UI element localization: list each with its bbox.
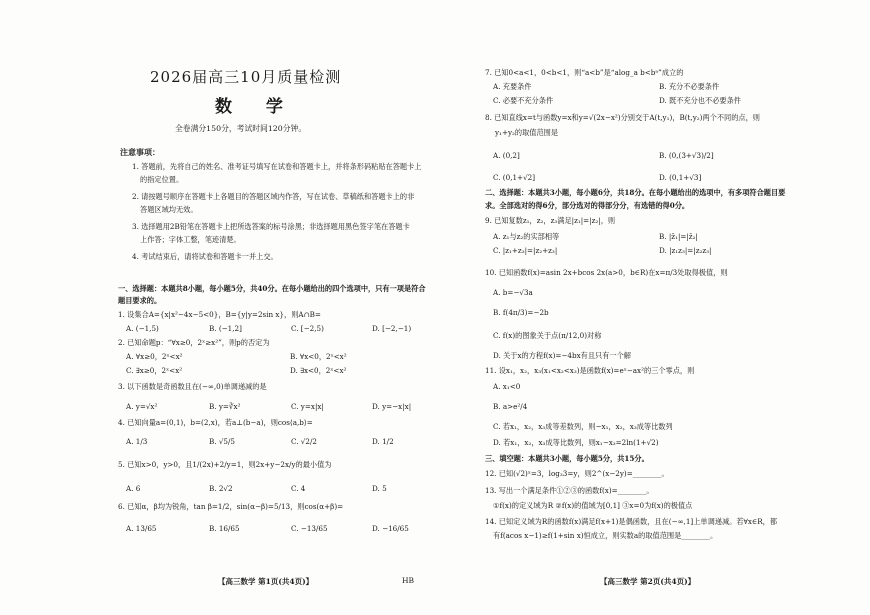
question-10-option-d: D. 关于x的方程f(x)=−4bx有且只有一个解	[493, 351, 631, 360]
question-9-option-d: D. |z₁z₃|=|z₂z₃|	[659, 246, 712, 255]
question-6-option-b: B. 16/65	[209, 524, 240, 533]
question-9-option-a: A. z₁与z₂的实部相等	[493, 232, 560, 241]
section-3-header: 三、填空题：本题共3小题，每小题5分，共15分。	[485, 454, 649, 463]
question-3-stem: 3. 以下函数是奇函数且在(−∞,0)单调递减的是	[118, 382, 267, 391]
question-7-option-a: A. 充要条件	[493, 82, 532, 91]
question-4-option-b: B. √5/5	[209, 437, 235, 446]
question-5-option-a: A. 6	[126, 484, 141, 493]
question-2-option-d: D. ∃x<0，2ˣ<x²	[290, 366, 347, 375]
question-14-cont: 有f(acos x−1)≥f(1+sin x)恒成立，则实数a的取值范围是________。	[493, 531, 718, 540]
note-line: 的指定位置。	[140, 175, 184, 184]
note-line: 1. 答题前，先将自己的姓名、准考证号填写在试卷和答题卡上，并将条形码粘贴在答题卡上	[132, 162, 422, 171]
question-3-option-a: A. y=√x²	[126, 402, 158, 411]
question-3-option-c: C. y=x|x|	[291, 402, 324, 411]
question-10-stem: 10. 已知函数f(x)=asin 2x+bcos 2x(a>0，b∈R)在x=π/3处取得极值，则	[485, 268, 728, 277]
note-line: 4. 考试结束后，请将试卷和答题卡一并上交。	[132, 252, 278, 261]
question-2-option-b: B. ∀x<0，2ˣ<x²	[290, 352, 347, 361]
question-1-stem: 1. 设集合A={x|x²−4x−5<0}，B={y|y=2sin x}，则A∩B=	[118, 310, 321, 319]
question-6-option-d: D. −16/65	[372, 524, 409, 533]
question-11-option-a: A. x₁<0	[493, 382, 521, 391]
question-1-option-b: B. (−1,2]	[209, 324, 242, 333]
question-9-option-b: B. |z̄₁|=|z̄₂|	[659, 232, 698, 241]
question-2-option-a: A. ∀x≥0，2ˣ<x²	[126, 352, 183, 361]
question-4-option-d: D. 1/2	[372, 437, 394, 446]
section-2-header-cont: 求。全部选对的得6分，部分选对的得部分分，有选错的得0分。	[485, 201, 690, 210]
question-11-stem: 11. 设x₁，x₂，x₃(x₁<x₂<x₃)是函数f(x)=eˣ−ax²的三个零点，则	[485, 366, 695, 375]
question-6-stem: 6. 已知α，β均为锐角，tan β=1/2，sin(α−β)=5/13，则cos(α+β)=	[118, 502, 344, 511]
question-4-option-a: A. 1/3	[126, 437, 148, 446]
question-9-stem: 9. 已知复数z₁，z₂，z₃满足|z₁|=|z₂|，则	[485, 216, 616, 225]
section-1-header-cont: 题目要求的。	[118, 296, 162, 305]
question-4-stem: 4. 已知向量a=(0,1)，b=(2,x)，若a⊥(b−a)，则cos⟨a,b⟩=	[118, 418, 313, 427]
question-13-conditions: ①f(x)的定义域为R ②f(x)的值域为[0,1] ③x=0为f(x)的极值点	[493, 501, 693, 510]
question-4-option-c: C. √2/2	[291, 437, 317, 446]
question-5-stem: 5. 已知x>0，y>0，且1/(2x)+2/y=1，则2x+y−2x/y的最小值为	[118, 460, 332, 469]
question-1-option-d: D. [−2,−1)	[372, 324, 412, 333]
question-6-option-c: C. −13/65	[291, 524, 328, 533]
page-1-footer-code: HB	[402, 576, 415, 585]
question-5-option-b: B. 2√2	[209, 484, 233, 493]
question-8-stem-cont: y₁+y₂的取值范围是	[495, 128, 559, 137]
score-info: 全卷满分150分，考试时间120分钟。	[175, 124, 307, 133]
question-7-option-c: C. 必要不充分条件	[493, 96, 554, 105]
question-8-option-c: C. (0,1+√2]	[493, 173, 536, 182]
question-5-option-d: D. 5	[372, 484, 387, 493]
section-2-header: 二、选择题：本题共3小题，每小题6分，共18分。在每小题给出的选项中，有多项符合题目要	[485, 188, 786, 197]
page-2	[435, 0, 870, 615]
question-7-stem: 7. 已知0<a<1，0<b<1，则“a<b”是“alog_a b<bᵃ”成立的	[485, 68, 684, 77]
question-8-option-a: A. (0,2]	[493, 151, 520, 160]
section-1-header: 一、选择题：本题共8小题，每小题5分，共40分。在每小题给出的四个选项中，只有一项是符合	[118, 284, 426, 293]
question-8-option-b: B. (0,(3+√3)/2]	[659, 151, 714, 160]
question-3-option-b: B. y=∛x²	[209, 402, 241, 411]
notes-header: 注意事项：	[120, 147, 160, 157]
question-8-stem: 8. 已知直线x=t与函数y=x和y=√(2x−x²)分别交于A(t,y₁)，B(t,y₂)两个不同的点，则	[485, 113, 760, 122]
question-7-option-b: B. 充分不必要条件	[659, 82, 720, 91]
question-2-stem: 2. 已知命题p：“∀x≥0，2ˣ≥x²”，则p的否定为	[118, 338, 270, 347]
page-2-footer: 【高三数学 第2页(共4页)】	[600, 577, 696, 586]
question-10-option-c: C. f(x)的图象关于点(π/12,0)对称	[493, 331, 602, 340]
question-9-option-c: C. |z₁+z₃|=|z₂+z₃|	[493, 246, 558, 255]
question-1-option-c: C. [−2,5)	[291, 324, 324, 333]
exam-subject: 数 学	[215, 97, 297, 117]
question-11-option-c: C. 若x₁，x₂，x₃成等差数列，则−x₁，x₂，x₃成等比数列	[493, 422, 673, 431]
question-2-option-c: C. ∃x≥0，2ˣ<x²	[126, 366, 183, 375]
question-11-option-d: D. 若x₁，x₂，x₃成等比数列，则x₁−x₃=2ln(1+√2)	[493, 438, 659, 447]
question-7-option-d: D. 既不充分也不必要条件	[659, 96, 741, 105]
note-line: 上作答；字体工整，笔迹清楚。	[140, 235, 241, 244]
question-3-option-d: D. y=−x|x|	[372, 402, 412, 411]
question-5-option-c: C. 4	[291, 484, 306, 493]
question-6-option-a: A. 13/65	[126, 524, 157, 533]
question-10-option-b: B. f(4π/3)=−2b	[493, 308, 549, 317]
question-12: 12. 已知(√2)ˣ=3，log₃3=y，则2^(x−2y)=________。	[485, 469, 669, 478]
question-10-option-a: A. b=−√3a	[493, 288, 533, 297]
note-line: 答题区域均无效。	[140, 205, 198, 214]
exam-title: 2026届高三10月质量检测	[150, 68, 342, 86]
question-13: 13. 写出一个满足条件①②③的函数f(x)=________。	[485, 486, 654, 495]
question-11-option-b: B. a>e²/4	[493, 402, 528, 411]
page-1-footer: 【高三数学 第1页(共4页)】	[218, 577, 314, 586]
note-line: 3. 选择题用2B铅笔在答题卡上把所选答案的标号涂黑；非选择题用黑色签字笔在答题卡	[132, 222, 410, 231]
question-1-option-a: A. (−1,5)	[126, 324, 159, 333]
note-line: 2. 请按题号顺序在答题卡上各题目的答题区域内作答，写在试卷、草稿纸和答题卡上的非	[132, 192, 415, 201]
question-8-option-d: D. (0,1+√3]	[659, 173, 702, 182]
question-14: 14. 已知定义域为R的函数f(x)满足f(x+1)是偶函数，且在(−∞,1]上单调递减。若∀x∈R，都	[485, 517, 778, 526]
